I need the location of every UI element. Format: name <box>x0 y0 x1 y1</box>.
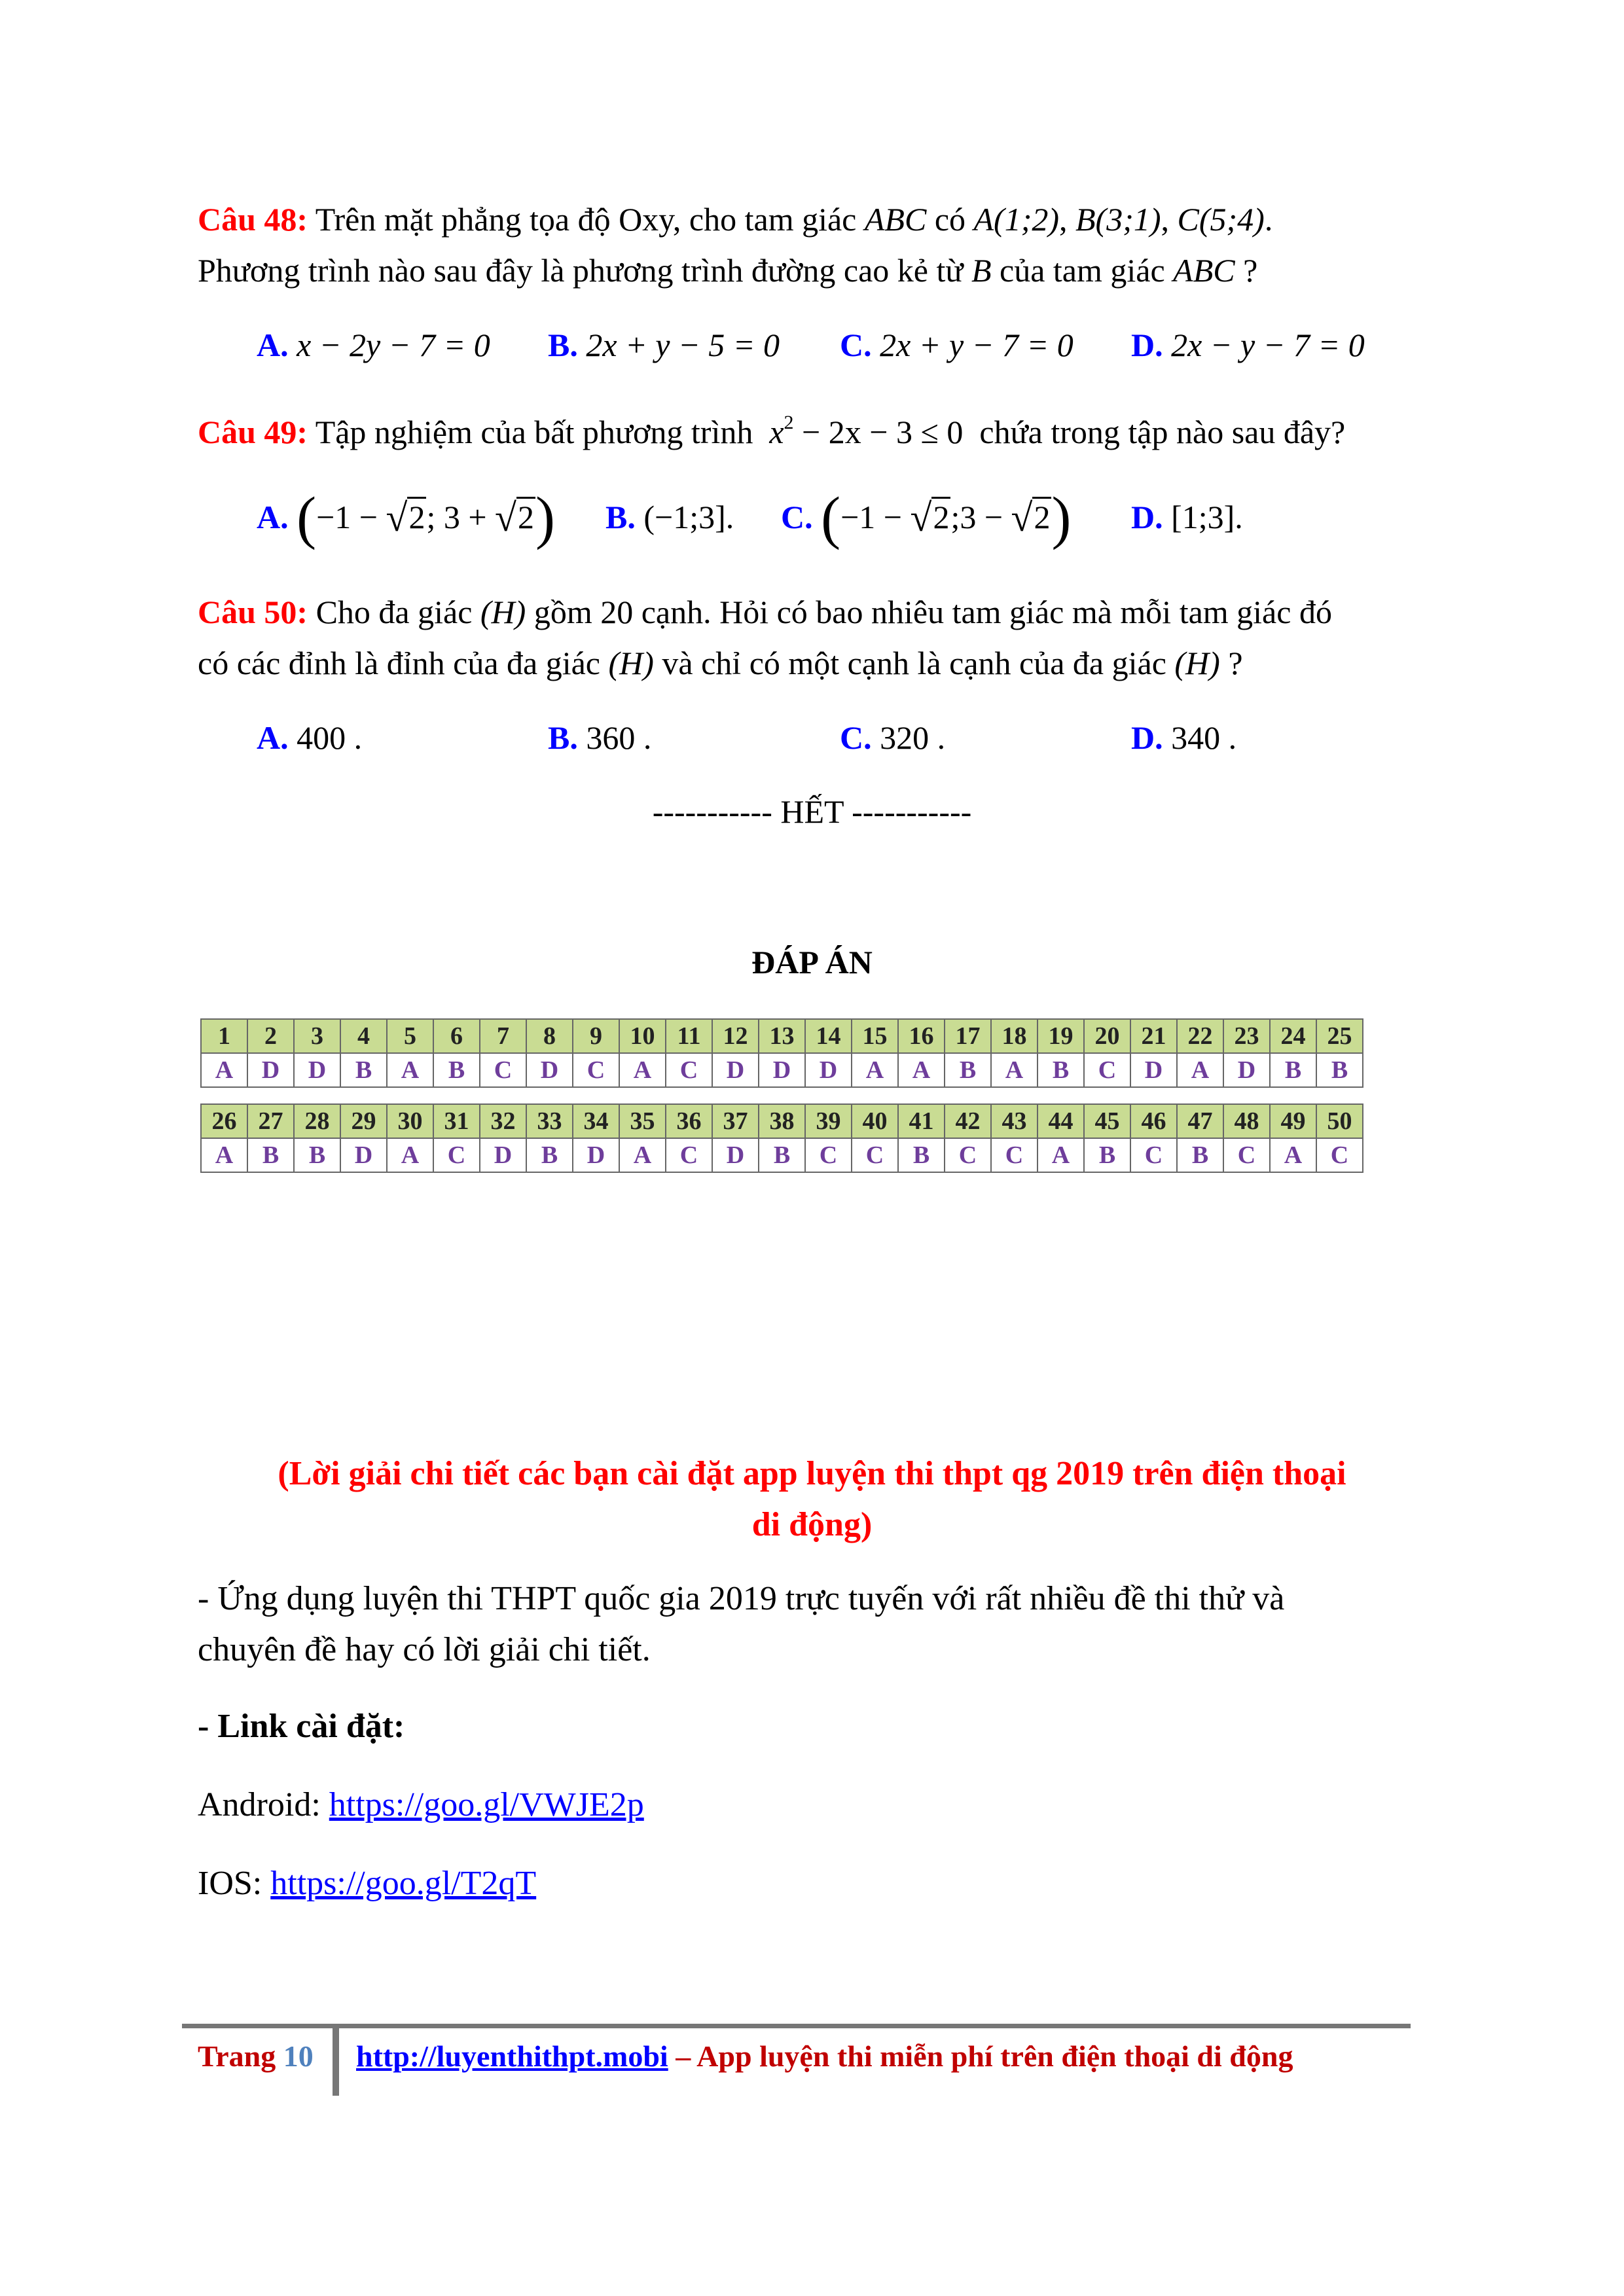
answer-letter-cell: D <box>1223 1053 1270 1087</box>
option-key: D. <box>1131 327 1163 363</box>
end-marker: ----------- HẾT ----------- <box>652 793 972 830</box>
answer-number-cell: 39 <box>805 1104 852 1138</box>
answer-table-2 <box>200 1103 1363 1173</box>
answer-number-cell: 46 <box>1130 1104 1177 1138</box>
option-key: A. <box>257 327 289 363</box>
answer-number-cell: 33 <box>526 1104 573 1138</box>
option-key: B. <box>548 327 578 363</box>
sqrt-value: 2 <box>407 497 426 535</box>
answer-number-cell: 26 <box>201 1104 247 1138</box>
q50-text4: và chỉ có một cạnh là cạnh của đa giác <box>662 645 1166 681</box>
answer-letter-cell: C <box>1084 1053 1130 1087</box>
sqrt-value: 2 <box>931 497 950 535</box>
option-value: 2x + y − 7 = 0 <box>880 327 1074 363</box>
answer-letter-cell: B <box>1084 1138 1130 1172</box>
q48-text2: Phương trình nào sau đây là phương trình đường cao kẻ từ <box>198 252 964 289</box>
q48-co: có <box>934 201 966 238</box>
page-label: Trang <box>198 2039 276 2073</box>
answer-letter-cell: A <box>1270 1138 1316 1172</box>
android-link[interactable]: https://goo.gl/VWJE2p <box>329 1786 644 1823</box>
answer-number-cell: 4 <box>340 1019 387 1053</box>
answer-number-cell: 2 <box>247 1019 294 1053</box>
answer-letter-cell: C <box>1316 1138 1363 1172</box>
answer-number-cell: 14 <box>805 1019 852 1053</box>
answer-number-cell: 15 <box>852 1019 898 1053</box>
answer-number-cell: 29 <box>340 1104 387 1138</box>
q49-text1: Tập nghiệm của bất phương trình <box>315 414 753 450</box>
answer-number-cell: 7 <box>480 1019 526 1053</box>
option-key: A. <box>257 719 289 756</box>
answer-number-cell: 50 <box>1316 1104 1363 1138</box>
answer-letter-cell: A <box>619 1138 666 1172</box>
answer-number-cell: 31 <box>433 1104 480 1138</box>
open-paren: ( <box>821 486 841 550</box>
footer-rule <box>182 2024 1411 2028</box>
answer-letter-cell: C <box>1130 1138 1177 1172</box>
q50-option-c[interactable] <box>840 718 945 757</box>
answer-number-cell: 21 <box>1130 1019 1177 1053</box>
sqrt-1: √2 <box>910 496 950 539</box>
answer-table-1 <box>200 1018 1363 1088</box>
sqrt-1: √2 <box>386 496 425 539</box>
ios-line <box>198 1864 536 1903</box>
q48-qmark: ? <box>1243 252 1258 289</box>
answer-number-row <box>201 1104 1363 1138</box>
footer-divider <box>333 2028 339 2096</box>
answer-letter-cell: C <box>666 1138 712 1172</box>
option-key: C. <box>840 719 872 756</box>
answer-number-cell: 18 <box>991 1019 1038 1053</box>
q50-h1: (H) <box>480 594 526 630</box>
ios-label: IOS: <box>198 1865 262 1902</box>
answer-letter-cell: C <box>573 1053 619 1087</box>
android-label: Android: <box>198 1786 321 1823</box>
q49-label: Câu 49: <box>198 414 308 450</box>
page-number: 10 <box>283 2039 314 2073</box>
answer-letter-cell: D <box>712 1053 759 1087</box>
ios-link[interactable]: https://goo.gl/T2qT <box>270 1865 537 1902</box>
option-value: 400 . <box>297 719 363 756</box>
option-key: C. <box>781 499 813 535</box>
q48-label: Câu 48: <box>198 201 308 238</box>
option-key: A. <box>257 499 289 535</box>
open-paren: ( <box>297 486 317 550</box>
close-paren: ) <box>535 486 555 550</box>
answer-letter-cell: A <box>1038 1138 1084 1172</box>
q50-label: Câu 50: <box>198 594 308 630</box>
option-mid: ;3 − <box>950 499 1003 535</box>
q49-option-c[interactable] <box>781 486 1072 550</box>
q48-text1: Trên mặt phẳng tọa độ Oxy, cho tam giác <box>315 201 857 238</box>
q50-line1 <box>198 592 1332 632</box>
q48-text3: của tam giác <box>1000 252 1165 289</box>
answer-number-cell: 48 <box>1223 1104 1270 1138</box>
answer-title: ĐÁP ÁN <box>751 944 873 980</box>
answer-number-cell: 49 <box>1270 1104 1316 1138</box>
answer-letter-cell: A <box>387 1053 433 1087</box>
option-value: 340 . <box>1171 719 1237 756</box>
answer-number-cell: 8 <box>526 1019 573 1053</box>
sqrt-2: √2 <box>495 496 534 539</box>
answer-letter-cell: D <box>526 1053 573 1087</box>
q49-ineq-var: x <box>769 414 784 450</box>
q50-line2 <box>198 643 1243 683</box>
answer-letter-cell: C <box>945 1138 991 1172</box>
q48-option-b[interactable] <box>548 325 780 365</box>
answer-letter-cell: C <box>480 1053 526 1087</box>
q48-option-d[interactable] <box>1131 325 1365 365</box>
answer-letter-cell: C <box>433 1138 480 1172</box>
q50-text2: gồm 20 cạnh. Hỏi có bao nhiêu tam giác mà mỗi tam giác đó <box>533 594 1332 630</box>
q49-ineq-rest: − 2x − 3 ≤ 0 <box>802 414 964 450</box>
answer-letter-cell: C <box>991 1138 1038 1172</box>
answer-number-cell: 9 <box>573 1019 619 1053</box>
answer-letter-cell: D <box>759 1053 805 1087</box>
page-number-label <box>198 2037 314 2076</box>
q49-text2: chứa trong tập nào sau đây? <box>979 414 1346 450</box>
q50-h2: (H) <box>608 645 654 681</box>
answer-number-cell: 40 <box>852 1104 898 1138</box>
option-key: B. <box>548 719 578 756</box>
option-value: x − 2y − 7 = 0 <box>297 327 490 363</box>
answer-letter-cell: A <box>387 1138 433 1172</box>
answer-letter-cell: C <box>852 1138 898 1172</box>
answer-letter-cell: B <box>1270 1053 1316 1087</box>
q48-option-c[interactable] <box>840 325 1074 365</box>
answer-number-cell: 35 <box>619 1104 666 1138</box>
answer-letter-cell: A <box>1177 1053 1223 1087</box>
answer-letter-cell: C <box>805 1138 852 1172</box>
answer-number-cell: 13 <box>759 1019 805 1053</box>
answer-letter-cell: D <box>712 1138 759 1172</box>
answer-number-cell: 25 <box>1316 1019 1363 1053</box>
answer-number-row <box>201 1019 1363 1053</box>
answer-number-cell: 34 <box>573 1104 619 1138</box>
option-value: 360 . <box>586 719 652 756</box>
option-mid: ; 3 + <box>426 499 487 535</box>
q48-point-c: C(5;4) <box>1177 201 1265 238</box>
q49-line1 <box>198 412 1345 452</box>
answer-number-cell: 19 <box>1038 1019 1084 1053</box>
link-heading: - Link cài đặt: <box>198 1708 405 1745</box>
answer-number-cell: 5 <box>387 1019 433 1053</box>
answer-number-cell: 28 <box>294 1104 340 1138</box>
answer-number-cell: 24 <box>1270 1019 1316 1053</box>
answer-letter-row <box>201 1053 1363 1087</box>
q50-text1: Cho đa giác <box>316 594 473 630</box>
answer-number-cell: 1 <box>201 1019 247 1053</box>
close-paren: ) <box>1051 486 1072 550</box>
sqrt-value: 2 <box>1032 497 1051 535</box>
promo-desc2: chuyên đề hay có lời giải chi tiết. <box>198 1631 651 1668</box>
q48-line2 <box>198 251 1257 290</box>
answer-letter-cell: B <box>1316 1053 1363 1087</box>
answer-number-cell: 32 <box>480 1104 526 1138</box>
q48-line1: Câu 48: Trên mặt phẳng tọa độ Oxy, cho tam giác ABC có A(1;2), B(3;1), C(5;4). <box>198 201 1273 238</box>
q49-option-a[interactable] <box>257 486 555 550</box>
q48-point-a: A(1;2) <box>973 201 1060 238</box>
answer-letter-cell: B <box>294 1138 340 1172</box>
promo-line2: di động) <box>751 1506 873 1543</box>
answer-letter-cell: C <box>666 1053 712 1087</box>
option-key: D. <box>1131 499 1163 535</box>
answer-letter-cell: B <box>1177 1138 1223 1172</box>
answer-number-cell: 44 <box>1038 1104 1084 1138</box>
answer-letter-cell: D <box>340 1138 387 1172</box>
answer-number-cell: 47 <box>1177 1104 1223 1138</box>
answer-number-cell: 12 <box>712 1019 759 1053</box>
promo-desc1: - Ứng dụng luyện thi THPT quốc gia 2019 trực tuyến với rất nhiều đề thi thử và <box>198 1580 1285 1617</box>
answer-number-cell: 38 <box>759 1104 805 1138</box>
answer-number-cell: 36 <box>666 1104 712 1138</box>
option-left: −1 − <box>316 499 378 535</box>
q48-abc2: ABC <box>1173 252 1235 289</box>
answer-letter-cell: B <box>945 1053 991 1087</box>
site-link[interactable]: http://luyenthithpt.mobi <box>356 2039 668 2073</box>
answer-letter-cell: D <box>573 1138 619 1172</box>
q50-h3: (H) <box>1174 645 1220 681</box>
option-value: 2x + y − 5 = 0 <box>586 327 780 363</box>
answer-number-cell: 10 <box>619 1019 666 1053</box>
answer-number-cell: 23 <box>1223 1019 1270 1053</box>
answer-letter-row <box>201 1138 1363 1172</box>
answer-letter-cell: D <box>805 1053 852 1087</box>
answer-number-cell: 17 <box>945 1019 991 1053</box>
sqrt-2: √2 <box>1011 496 1051 539</box>
answer-number-cell: 11 <box>666 1019 712 1053</box>
android-line <box>198 1785 644 1825</box>
q48-abc: ABC <box>864 201 927 238</box>
option-key: B. <box>605 499 636 535</box>
answer-letter-cell: A <box>991 1053 1038 1087</box>
answer-letter-cell: D <box>247 1053 294 1087</box>
q50-qmark: ? <box>1228 645 1243 681</box>
q50-text3: có các đỉnh là đỉnh của đa giác <box>198 645 600 681</box>
footer-text <box>356 2037 1293 2076</box>
q48-option-a[interactable] <box>257 325 490 365</box>
option-value: (−1;3]. <box>643 499 734 535</box>
answer-letter-cell: A <box>619 1053 666 1087</box>
answer-letter-cell: B <box>1038 1053 1084 1087</box>
answer-number-cell: 6 <box>433 1019 480 1053</box>
answer-letter-cell: D <box>480 1138 526 1172</box>
footer-tagline: – App luyện thi miễn phí trên điện thoại di động <box>676 2039 1293 2073</box>
q48-point-b: B(3;1) <box>1075 201 1161 238</box>
answer-number-cell: 16 <box>898 1019 945 1053</box>
answer-letter-cell: D <box>294 1053 340 1087</box>
answer-letter-cell: B <box>433 1053 480 1087</box>
option-key: D. <box>1131 719 1163 756</box>
option-key: C. <box>840 327 872 363</box>
q49-option-b[interactable] <box>605 497 734 537</box>
option-value: 320 . <box>880 719 946 756</box>
answer-letter-cell: A <box>852 1053 898 1087</box>
answer-letter-cell: B <box>247 1138 294 1172</box>
answer-number-cell: 42 <box>945 1104 991 1138</box>
option-value: 2x − y − 7 = 0 <box>1171 327 1365 363</box>
q50-option-a[interactable] <box>257 718 362 757</box>
option-value: [1;3]. <box>1171 499 1243 535</box>
answer-letter-cell: B <box>340 1053 387 1087</box>
answer-letter-cell: C <box>1223 1138 1270 1172</box>
promo-line1: (Lời giải chi tiết các bạn cài đặt app luyện thi thpt qg 2019 trên điện thoại <box>278 1455 1346 1492</box>
answer-letter-cell: D <box>1130 1053 1177 1087</box>
answer-letter-cell: B <box>526 1138 573 1172</box>
answer-number-cell: 27 <box>247 1104 294 1138</box>
option-left: −1 − <box>840 499 902 535</box>
answer-letter-cell: B <box>759 1138 805 1172</box>
answer-number-cell: 41 <box>898 1104 945 1138</box>
answer-letter-cell: A <box>201 1138 247 1172</box>
q50-option-b[interactable] <box>548 718 651 757</box>
answer-number-cell: 30 <box>387 1104 433 1138</box>
q48-b: B <box>971 252 992 289</box>
q50-option-d[interactable] <box>1131 718 1236 757</box>
answer-number-cell: 45 <box>1084 1104 1130 1138</box>
q49-ineq-exp: 2 <box>784 412 794 433</box>
page-footer <box>182 2024 1411 2096</box>
answer-letter-cell: A <box>898 1053 945 1087</box>
answer-number-cell: 20 <box>1084 1019 1130 1053</box>
answer-letter-cell: A <box>201 1053 247 1087</box>
answer-number-cell: 3 <box>294 1019 340 1053</box>
answer-number-cell: 37 <box>712 1104 759 1138</box>
sqrt-value: 2 <box>516 497 535 535</box>
answer-number-cell: 43 <box>991 1104 1038 1138</box>
q49-option-d[interactable] <box>1131 497 1243 537</box>
answer-number-cell: 22 <box>1177 1019 1223 1053</box>
answer-letter-cell: B <box>898 1138 945 1172</box>
